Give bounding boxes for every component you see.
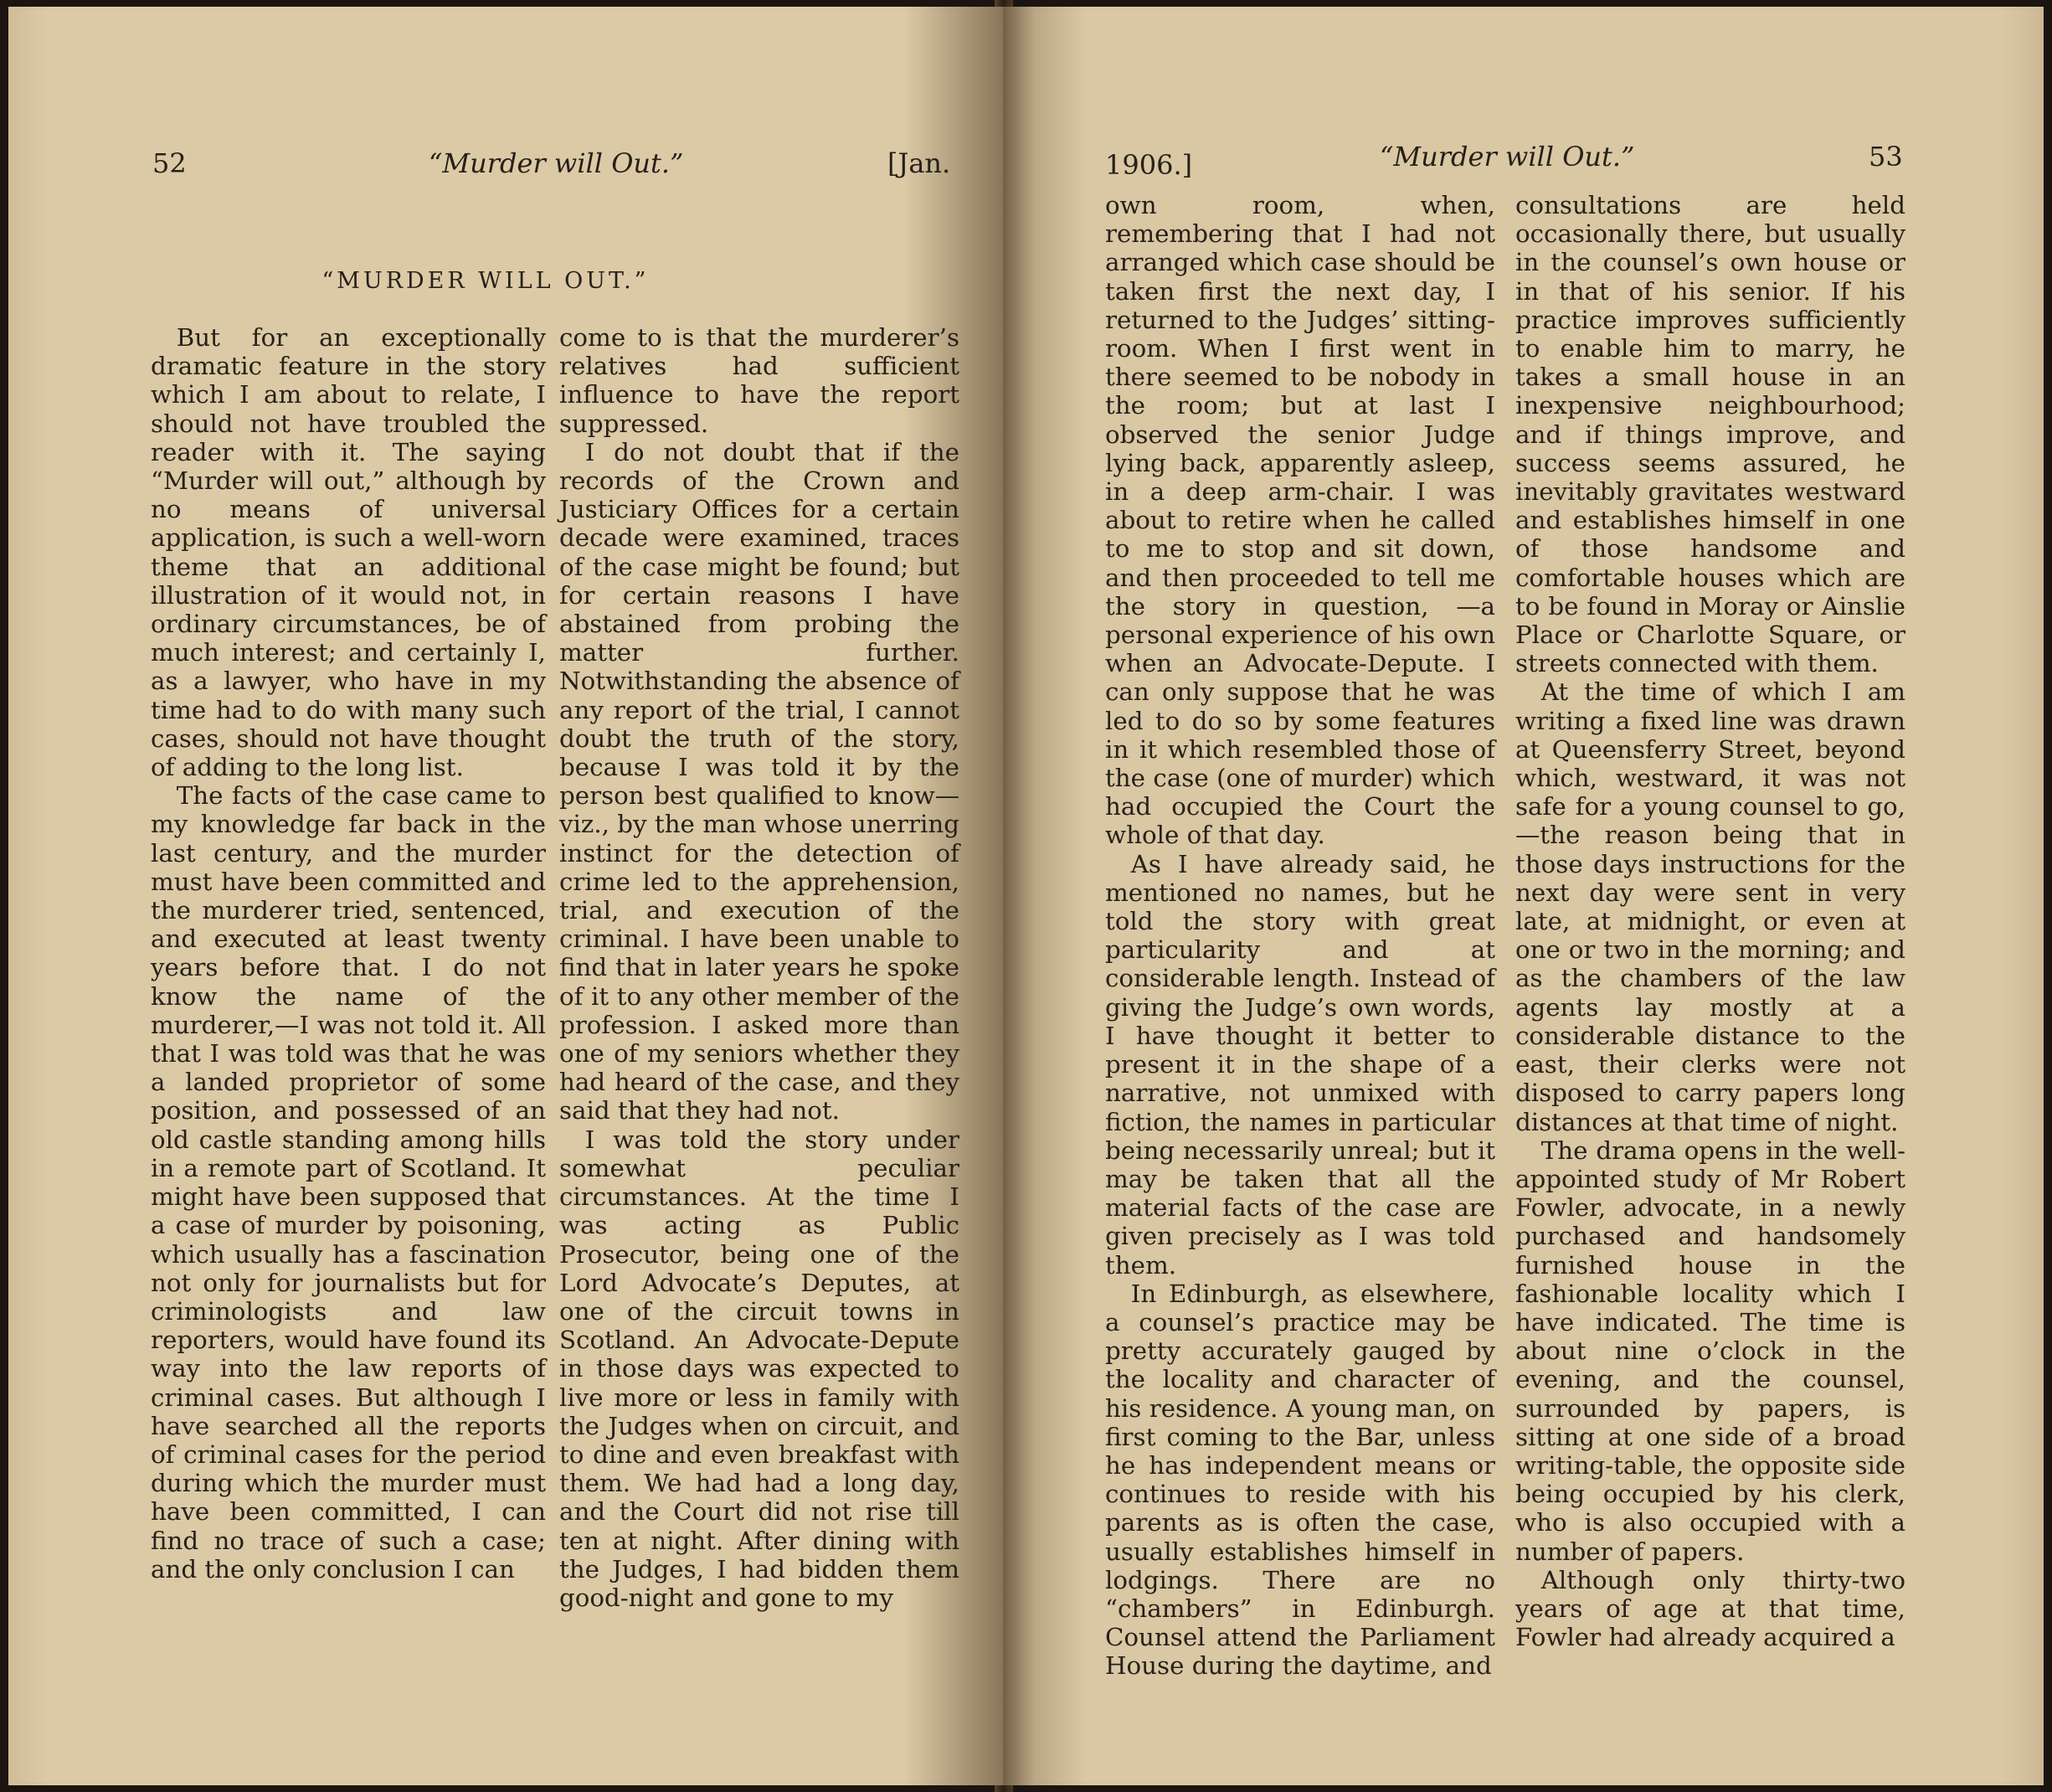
left-column-2 <box>559 323 959 1612</box>
page-number: 53 <box>1869 141 1903 173</box>
right-page <box>1003 7 2044 1785</box>
paragraph: As I have already said, he mentioned no names, but he told the story with great particularity and at considerable length. Instead of giving the Judge’s own words, I have thought it better to present it in the shape of a narrative, not unmixed with fiction, the names in particular being necessarily unreal; but it may be taken that all the material facts of the case are given precisely as I was told them. <box>1105 849 1495 1280</box>
paragraph: own room, when, remembering that I had not arranged which case should be taken first the next day, I returned to the Judges’ sitting-room. When I first went in there seemed to be nobody in the room; but at last I observed the senior Judge lying back, apparently asleep, in a deep arm-chair. I was about to retire when he called to me to stop and sit down, and then proceeded to tell me the story in question, —a personal experience of his own when an Advocate-Depute. I can only suppose that he was led to do so by some features in it which resembled those of the case (one of murder) which had occupied the Court the whole of that day. <box>1105 191 1495 850</box>
paragraph: I do not doubt that if the records of the Crown and Justiciary Offices for a certain decade were examined, traces of the case might be found; but for certain reasons I have abstained from probing the matter further. Notwithstanding the absence of any report of the trial, I cannot doubt the truth of the story, because I was told it by the person best qualified to know—viz., by the man whose unerring instinct for the detection of crime led to the apprehension, trial, and execution of the criminal. I have been unable to find that in later years he spoke of it to any other member of the profession. I asked more than one of my seniors whether they had heard of the case, and they said that they had not. <box>559 437 959 1125</box>
paragraph: Although only thirty-two years of age at that time, Fowler had already acquired a <box>1515 1565 1905 1652</box>
running-title: “Murder will Out.” <box>429 147 684 179</box>
left-column-1 <box>151 323 546 1583</box>
paragraph: come to is that the murderer’s relatives had sufficient influence to have the report suppressed. <box>559 323 959 438</box>
date-tag: [Jan. <box>887 147 951 179</box>
paragraph: The drama opens in the well-appointed study of Mr Robert Fowler, advocate, in a newly purchased and handsomely furnished house in the fashionable locality which I have indicated. The time is about nine o’clock in the evening, and the counsel, surrounded by papers, is sitting at one side of a broad writing-table, the opposite side being occupied by his clerk, who is also occupied with a number of papers. <box>1515 1135 1905 1566</box>
paragraph: I was told the story under somewhat peculiar circumstances. At the time I was acting as Public Prosecutor, being one of the Lord Advocate’s Deputes, at one of the circuit towns in Scotland. An Advocate-Depute in those days was expected to live more or less in family with the Judges when on circuit, and to dine and even breakfast with them. We had had a long day, and the Court did not rise till ten at night. After dining with the Judges, I had bidden them good-night and gone to my <box>559 1125 959 1612</box>
page-number: 52 <box>152 147 187 179</box>
paragraph: In Edinburgh, as elsewhere, a counsel’s practice may be pretty accurately gauged by the locality and character of his residence. A young man, on first coming to the Bar, unless he has independent means or continues to reside with his parents as is often the case, usually establishes himself in lodgings. There are no “chambers” in Edinburgh. Counsel attend the Parliament House during the daytime, and <box>1105 1279 1495 1681</box>
right-column-1 <box>1105 191 1495 1681</box>
paragraph: The facts of the case came to my knowledge far back in the last century, and the murder must have been committed and the murderer tried, sentenced, and executed at least twenty years before that. I do not know the name of the murderer,—I was not told it. All that I was told was that he was a landed proprietor of some position, and possessed of an old castle standing among hills in a remote part of Scotland. It might have been supposed that a case of murder by poisoning, which usually has a fascination not only for journalists but for criminologists and law reporters, would have found its way into the law reports of criminal cases. But although I have searched all the reports of criminal cases for the period during which the murder must have been committed, I can find no trace of such a case; and the only conclusion I can <box>151 781 546 1583</box>
paragraph: At the time of which I am writing a fixed line was drawn at Queensferry Street, beyond which, westward, it was not safe for a young counsel to go, —the reason being that in those days instructions for the next day were sent in very late, at midnight, or even at one or two in the morning; and as the chambers of the law agents lay mostly at a considerable distance to the east, their clerks were not disposed to carry papers long distances at that time of night. <box>1515 677 1905 1136</box>
paragraph: consultations are held occasionally there, but usually in the counsel’s own house or in that of his senior. If his practice improves sufficiently to enable him to marry, he takes a small house in an inexpensive neighbourhood; and if things improve, and success seems assured, he inevitably gravitates westward and establishes himself in one of those handsome and comfortable houses which are to be found in Moray or Ainslie Place or Charlotte Square, or streets connected with them. <box>1515 191 1905 678</box>
paragraph: But for an exceptionally dramatic feature in the story which I am about to relate, I should not have troubled the reader with it. The saying “Murder will out,” although by no means of universal application, is such a well-worn theme that an additional illustration of it would not, in ordinary circumstances, be of much interest; and certainly I, as a lawyer, who have in my time had to do with many such cases, should not have thought of adding to the long list. <box>151 323 546 782</box>
date-tag: 1906.] <box>1105 149 1193 181</box>
right-column-2 <box>1515 191 1905 1651</box>
left-page <box>8 7 1003 1785</box>
right-running-head <box>1003 141 2044 183</box>
running-title: “Murder will Out.” <box>1380 141 1635 173</box>
article-title: “MURDER WILL OUT.” <box>321 268 650 294</box>
left-running-head <box>8 147 1003 189</box>
